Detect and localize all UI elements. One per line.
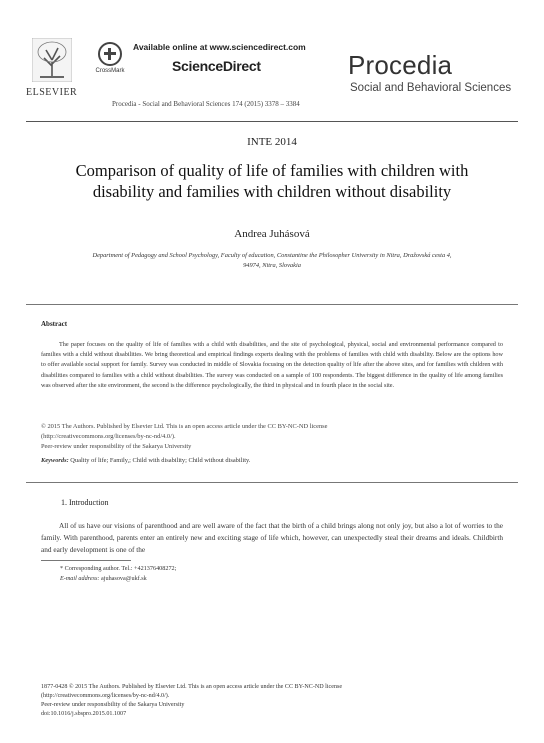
paper-title-line-2: disability and families with children without disability	[92, 182, 452, 201]
abstract-body: The paper focuses on the quality of life of families with a child with disabilities, and the site of psychological, physical, social and environmental performance compared to families with a child without disabilities. We bring theoretical and empirical findings experts dealing with the problems of families with child with disability. Below are the options how to offer available social support for family. Survey was conducted in middle of Slovakia focusing on the detection quality of life after the above sites, and for families with children with disabilities compared to families with a child without disabilities. The survey was conducted on a sample of 100 respondents. The biggest difference in the quality of life among families was observed after the site environment, the second is the difference psychologically, the third in physical and in fourth place in the social site.	[41, 341, 503, 389]
keywords-text: Quality of life; Family,; Child with disability; Child without disability.	[68, 457, 251, 464]
journal-citation: Procedia - Social and Behavioral Sciences 174 (2015) 3378 – 3384	[112, 100, 300, 108]
footnote-divider	[41, 560, 131, 561]
copyright-notice	[41, 422, 503, 452]
email-label: E-mail address:	[60, 574, 100, 582]
footer-doi[interactable]: doi:10.1016/j.sbspro.2015.01.1007	[41, 711, 127, 717]
footer-license-link[interactable]: (http://creativecommons.org/licenses/by-nc-nd/4.0/).	[41, 693, 170, 699]
peer-review-note: Peer-review under responsibility of the Sakarya University	[41, 443, 192, 450]
email-line	[60, 574, 500, 584]
section-heading-introduction: 1. Introduction	[61, 498, 109, 507]
available-online-link[interactable]: Available online at www.sciencedirect.com	[133, 42, 306, 52]
journal-logo-subtitle: Social and Behavioral Sciences	[350, 82, 512, 94]
publisher-name: ELSEVIER	[26, 87, 78, 98]
keywords	[41, 457, 503, 464]
conference-name: INTE 2014	[247, 136, 297, 148]
corresponding-author: * Corresponding author. Tel.: +421376408272;	[60, 565, 177, 572]
affiliation-line-2: 94974, Nitra, Slovakia	[243, 262, 301, 269]
license-link[interactable]: (http://creativecommons.org/licenses/by-nc-nd/4.0/).	[41, 433, 176, 440]
author-name: Andrea Juhásová	[234, 228, 310, 240]
author-affiliation	[46, 251, 498, 271]
footnote	[60, 564, 500, 583]
footer-peer-review: Peer-review under responsibility of the Sakarya University	[41, 702, 185, 708]
copyright-line-1: © 2015 The Authors. Published by Elsevier Ltd. This is an open access article under the CC BY-NC-ND license	[41, 423, 328, 430]
header-divider	[26, 121, 518, 122]
abstract-bottom-divider	[26, 482, 518, 483]
journal-logo-title: Procedia	[348, 50, 453, 80]
footer-issn-line: 1877-0428 © 2015 The Authors. Published by Elsevier Ltd. This is an open access article under the CC BY-NC-ND license	[41, 684, 343, 690]
elsevier-tree-icon	[32, 38, 72, 82]
page-footer	[41, 683, 511, 719]
affiliation-line-1: Department of Pedagogy and School Psychology, Faculty of education, Constantine the Philosopher University in Nitra, Dražovská cesta 4,	[92, 252, 452, 259]
crossmark-icon	[98, 42, 122, 66]
paper-title	[40, 160, 504, 202]
crossmark-label: CrossMark	[95, 68, 125, 74]
sciencedirect-logo: ScienceDirect	[172, 58, 261, 74]
paper-title-line-1: Comparison of quality of life of families with children with	[75, 161, 469, 180]
elsevier-logo	[26, 38, 76, 96]
abstract-heading: Abstract	[41, 320, 68, 328]
crossmark-badge[interactable]	[95, 42, 125, 74]
email-address[interactable]: ajuhasova@ukf.sk	[99, 574, 147, 582]
abstract-top-divider	[26, 304, 518, 305]
keywords-label: Keywords:	[41, 457, 69, 464]
introduction-body: All of us have our visions of parenthood and are well aware of the fact that the birth of a child brings along not only joy, but also a lot of worries to the family. With parenthood, parents enter an entirely new and exciting stage of life which, however, can unexpectedly steal their dreams and ideals. Childbirth and early development is one of the	[41, 521, 503, 554]
